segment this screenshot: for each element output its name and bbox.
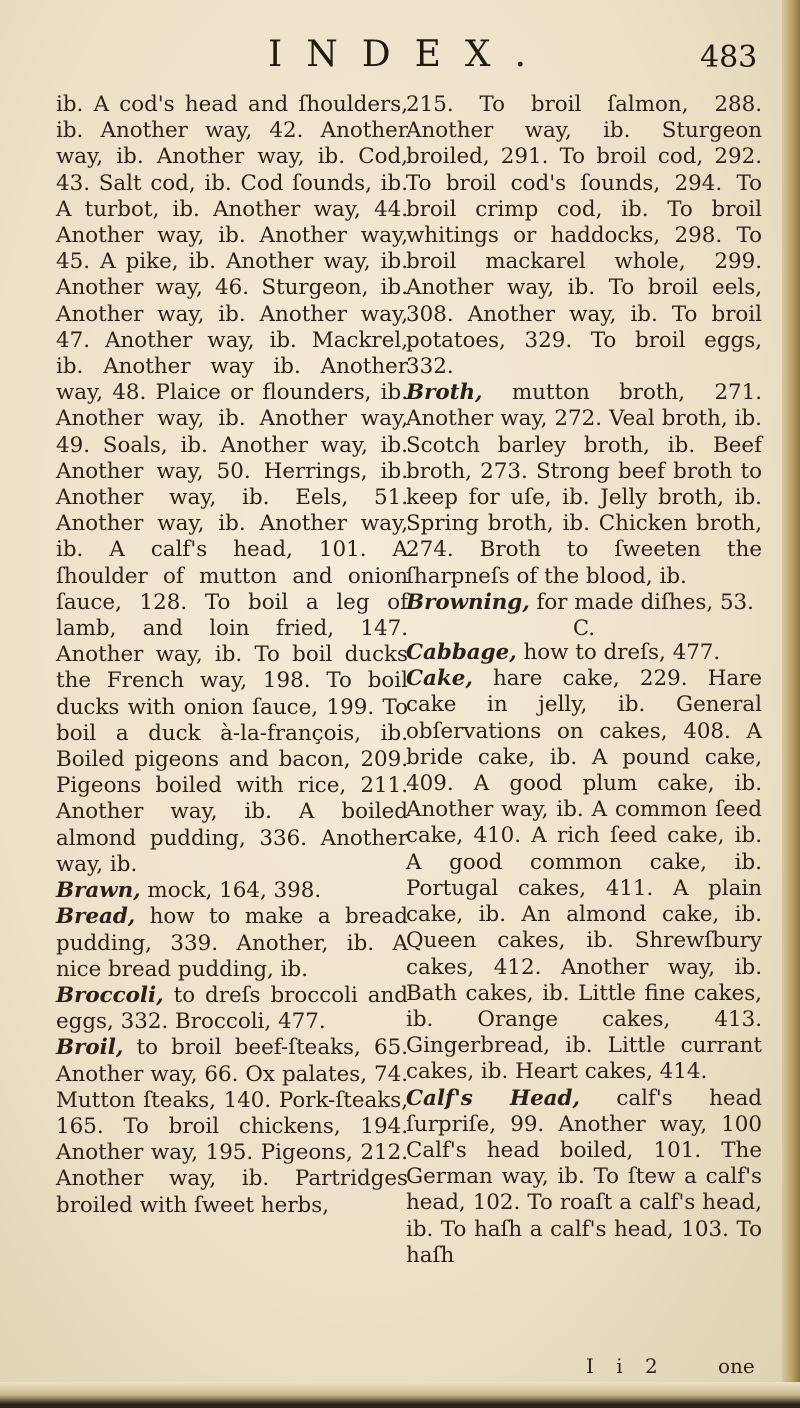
entry-text: how to make a bread pudding, 339. Another, ib. A nice bread pudding, ib. <box>56 904 408 982</box>
page-edge-bottom <box>0 1382 800 1408</box>
entry-heading: Broccoli, <box>56 982 164 1008</box>
entry-text: hare cake, 229. Hare cake in jelly, ib. General obſervations on cakes, 408. A bride cake, ib. A pound cake, 409. A good plum cake, ib. Another way, ib. A common ſeed cake, 410. A rich ſeed cake, ib. A good common cake, ib. Portugal cakes, 411. A plain cake, ib. An almond cake, ib. Queen cakes, ib. Shrewſbury cakes, 412. Another way, ib. Bath cakes, ib. Little fine cakes, ib. Orange cakes, 413. Gingerbread, ib. Little currant cakes, ib. Heart cakes, 414. <box>406 666 762 1085</box>
entry-heading: Bread, <box>56 904 136 930</box>
entry-text: to broil beef-ſteaks, 65. Another way, 66. Ox palates, 74. Mutton ſteaks, 140. Pork-ſteaks, 165. To broil chickens, 194. Another way, 195. Pigeons, 212. Another way, ib. Partridges broiled with ſweet herbs, <box>56 1035 408 1218</box>
entry-heading: Cake, <box>406 666 473 692</box>
index-entry <box>406 666 762 1085</box>
entry-text: ib. A cod's head and ſhoulders, ib. Another way, 42. Another way, ib. Another way, ib. Cod, 43. Salt cod, ib. Cod ſounds, ib. A turbot, ib. Another way, 44. Another way, ib. Another way, 45. A pike, ib. Another way, ib. Another way, 46. Sturgeon, ib. Another way, ib. Another way, 47. Another way, ib. Mackrel, ib. Another way ib. Another way, 48. Plaice or flounders, ib. Another way, ib. Another way, 49. Soals, ib. Another way, ib. Another way, 50. Herrings, ib. Another way, ib. Eels, 51. Another way, ib. Another way, ib. A calf's head, 101. A ſhoulder of mutton and onion ſauce, 128. To boil a leg of lamb, and loin fried, 147. Another way, ib. To boil ducks the French way, 198. To boil ducks with onion ſauce, 199. To boil a duck à-la-françois, ib. Boiled pigeons and bacon, 209. Pigeons boiled with rice, 211. Another way, ib. A boiled almond pudding, 336. Another way, ib. <box>56 92 408 877</box>
page-number: 483 <box>700 40 758 75</box>
catchword: one <box>718 1354 755 1378</box>
index-entry <box>406 640 762 666</box>
running-head: INDEX. <box>268 34 550 75</box>
entry-heading: Browning, <box>406 589 530 615</box>
entry-heading: Broth, <box>406 380 483 406</box>
right-column-part-b <box>406 640 762 1269</box>
right-column <box>406 92 762 1269</box>
letter-heading: C. <box>573 616 595 641</box>
index-entry <box>56 92 408 878</box>
entry-text: how to dreſs, 477. <box>516 640 721 666</box>
right-column-part-a <box>406 92 762 616</box>
entry-text: mutton broth, 271. Another way, 272. Veal broth, ib. Scotch barley broth, ib. Beef broth, 273. Strong beef broth to keep for uſe, ib. Jelly broth, ib. Spring broth, ib. Chicken broth, 274. Broth to ſweeten the ſharpneſs of the blood, ib. <box>406 380 762 589</box>
entry-text: calf's head ſurpriſe, 99. Another way, 100 Calf's head boiled, 101. The German way, ib. To ſtew a calf's head, 102. To roaſt a calf's head, ib. To haſh a calf's head, 103. To haſh <box>406 1085 762 1268</box>
entry-heading: Broil, <box>56 1035 124 1061</box>
index-entry <box>56 1035 408 1218</box>
index-entry <box>406 380 762 590</box>
index-entry <box>406 1086 762 1269</box>
index-entry <box>406 92 762 380</box>
page-header <box>0 16 800 76</box>
entry-text: 215. To broil ſalmon, 288. Another way, ib. Sturgeon broiled, 291. To broil cod, 292. To broil cod's ſounds, 294. To broil crimp cod, ib. To broil whitings or haddocks, 298. To broil mackarel whole, 299. Another way, ib. To broil eels, 308. Another way, ib. To broil potatoes, 329. To broil eggs, 332. <box>406 92 762 380</box>
index-entry <box>406 590 762 616</box>
entry-text: to dreſs broccoli and eggs, 332. Broccoli, 477. <box>56 982 408 1035</box>
index-entry <box>56 904 408 983</box>
signature-mark: I i 2 <box>586 1354 666 1378</box>
entry-heading: Calf's Head, <box>406 1085 580 1111</box>
entry-text: for made diſhes, 53. <box>529 589 754 615</box>
left-column <box>56 92 408 1219</box>
entry-heading: Cabbage, <box>406 640 517 666</box>
index-entry <box>56 878 408 904</box>
index-entry <box>56 983 408 1035</box>
entry-text: mock, 164, 398. <box>140 878 322 904</box>
entry-heading: Brawn, <box>56 878 141 904</box>
page-edge-right <box>782 0 800 1408</box>
